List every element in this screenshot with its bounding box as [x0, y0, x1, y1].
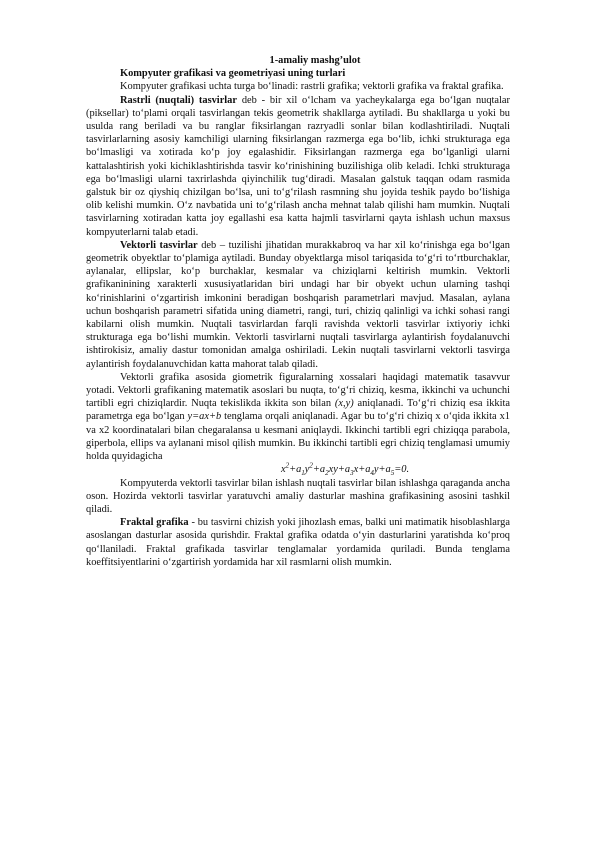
formula-part: y — [304, 464, 310, 476]
page-title: 1-amaliy mashg’ulot — [269, 55, 361, 66]
paragraph-vector-text: deb – tuzilishi jihatidan murakkabroq va har xil ko‘rinishga ega bo‘lgan geometrik obyektlar to‘plamiga aytiladi. Bunday obyektlarga misol tariqasida to‘g‘ri to‘rtburchaklar, aylanalar, ellipslar, ko‘p burchaklar, kesmalar va chiziqlarni keltirish mumkin. Vektorli grafikaninining xarakterli xususiyatlaridan biri undagi har bir obyekt uchun ularning tashqi ko‘rinishlarini o‘zgartirish imkonini beradigan boshqarish parametrlari mavjud. Masalan, aylana uchun boshqarish parametri sifatida uning diametri, rangi, turi, chiziq qalinligi va ichki sohasi rangi kabilarni olish mumkin. Nuqtali tasvirlardan farqli ravishda vektorli tasvirlar ixtiyoriy ichki strukturaga ega bo‘lishi mumkin. Vektorli tasvirlarni nuqtali tasvirlarga aylantirish foydalanuvchi ishtirokisiz, amaliy dastur tomonidan amalga oshiriladi. Lekin nuqtali tasvirlarni vektorli tasvirga aylantirish foydalanuvchidan katta mahorat talab qiladi. — [86, 239, 510, 370]
paragraph-vector-ease: Kompyuterda vektorli tasvirlar bilan ishlash nuqtali tasvirlar bilan ishlashga qaraganda ancha oson. Hozirda vektorli tasvirlar yaratuvchi amaliy dasturlar mashina grafikasining asosini tashkil qiladi. — [86, 477, 510, 515]
formula-part: +a — [312, 464, 326, 476]
paragraph-fractal-text: - bu tasvirni chizish yoki jihozlash emas, balki uni matimatik hisoblashlarga asoslangan dasturlar asosida qurishdir. Fraktal grafika odatda o‘yin dasturlarini yaratishda ko‘proq qo‘llaniladi. Fraktal grafikada tasvirlar tenglamalar yordamida quriladi. Bunda tenglama koeffitsiyentlarini o‘zgartirish yordamida har xil rasmlarni olish mumkin. — [86, 517, 510, 568]
formula-sub: 1 — [301, 469, 305, 478]
paragraph-vector-math-text-a: Vektorli grafika asosida giometrik figuralarning xossalari haqidagi matematik tasavvur yotadi. Vektorli grafikaning matematik asoslari bu nuqta, to‘g‘ri chiziq, kesma, ikkinchi va uchunchi tartibli egri chiziqlardir. Nuqta tekislikda ikkita son bilan — [86, 371, 510, 410]
formula-sub: 2 — [325, 469, 329, 478]
section-heading: Kompyuter grafikasi va geometriyasi uning turlari — [120, 68, 346, 80]
paragraph-vector-math-text-b: aniqlanadi. To‘g‘ri chiziq esa ikkita parametrga ega bo‘lgan — [86, 398, 511, 423]
formula-part: xy+a — [328, 464, 351, 476]
paragraph-raster — [86, 94, 510, 239]
formula-sub: 3 — [350, 469, 354, 478]
paragraph-vector-math-text-c: tenglama orqali aniqlanadi. Agar bu to‘g‘ri chiziq x o‘qida ikkita x1 va x2 koordinatalari bilan chegaralansa u kesmani aniqlaydi. Ikkinchi tartibli egri chiziqqa parabola, giperbola, ellips va aylanani misol qilish mumkin. Bu ikkinchi tartibli egri chiziq tenglamasi umumiy holda quyidagicha — [86, 411, 510, 463]
term-vector: Vektorli tasvirlar — [120, 239, 198, 251]
formula-part: +a — [289, 464, 302, 476]
paragraph-fractal — [86, 516, 510, 569]
paragraph-vector-math — [86, 371, 510, 463]
term-fractal: Fraktal grafika — [120, 517, 189, 529]
point-notation: (x,y) — [334, 398, 354, 410]
document-page — [86, 54, 510, 569]
formula-part: x — [280, 464, 286, 476]
formula-part: x+a — [353, 464, 371, 476]
formula-part: y+a — [373, 464, 391, 476]
formula-sub: 5 — [390, 469, 395, 478]
formula-part: =0. — [394, 464, 410, 476]
term-raster: Rastrli (nuqtali) tasvirlar — [120, 94, 237, 106]
formula-sup: 2 — [285, 461, 290, 470]
formula-sub: 4 — [370, 469, 374, 478]
paragraph-raster-text: deb - bir xil o‘lcham va yacheykalarga ega bo‘lgan nuqtalar (piksellar) to‘plami orqali tasvirlangan tekis geometrik shakllarga aytiladi. Bu shakllarga u yoki bu usulda rang beriladi va bu ranglar fiksirlangan razryadli sonlar bilan kodlashtiriladi. Nuqtali tasvirlarlarning asosiy kamchiligi ularning fiksirlangan razmerga ega bo‘lib, ichki strukturaga ega bo‘lmasligi va xotirada ko‘p joy egalashidir. Fiksirlangan razmerga ega bo‘lganligi ularni kattalashtirish yoki kichiklashtirishda tasvir ko‘rinishining buzilishiga olib keladi. Ichki strukturaga ega bo‘lmasligi ularni taxrirlashda qiyinchilik tug‘diradi. Masalan galstuk taqqan odam rasmida galstuk bir oz qiyshiq chizilgan bo‘lsa, uni to‘g‘rilash rasmning shu joyida teshik paydo bo‘lishiga olib kelishi mumkin. O‘z navbatida uni to‘g‘rilash ancha mehnat talab qilishi ham mumkin. Nuqtali tasvirlarning xotiradan katta joy egallashi esa katta hajmli tasvirlarni qayta ishlash uchun maxsus kompyuterlarni talab etadi. — [86, 94, 510, 238]
paragraph-intro: Kompyuter grafikasi uchta turga bo‘linadi: rastrli grafika; vektorli grafika va fraktal grafika. — [120, 81, 504, 93]
paragraph-vector — [86, 239, 510, 371]
formula-sup: 2 — [309, 461, 313, 470]
line-equation: y=ax+b — [187, 411, 222, 423]
curve-equation — [86, 463, 510, 476]
